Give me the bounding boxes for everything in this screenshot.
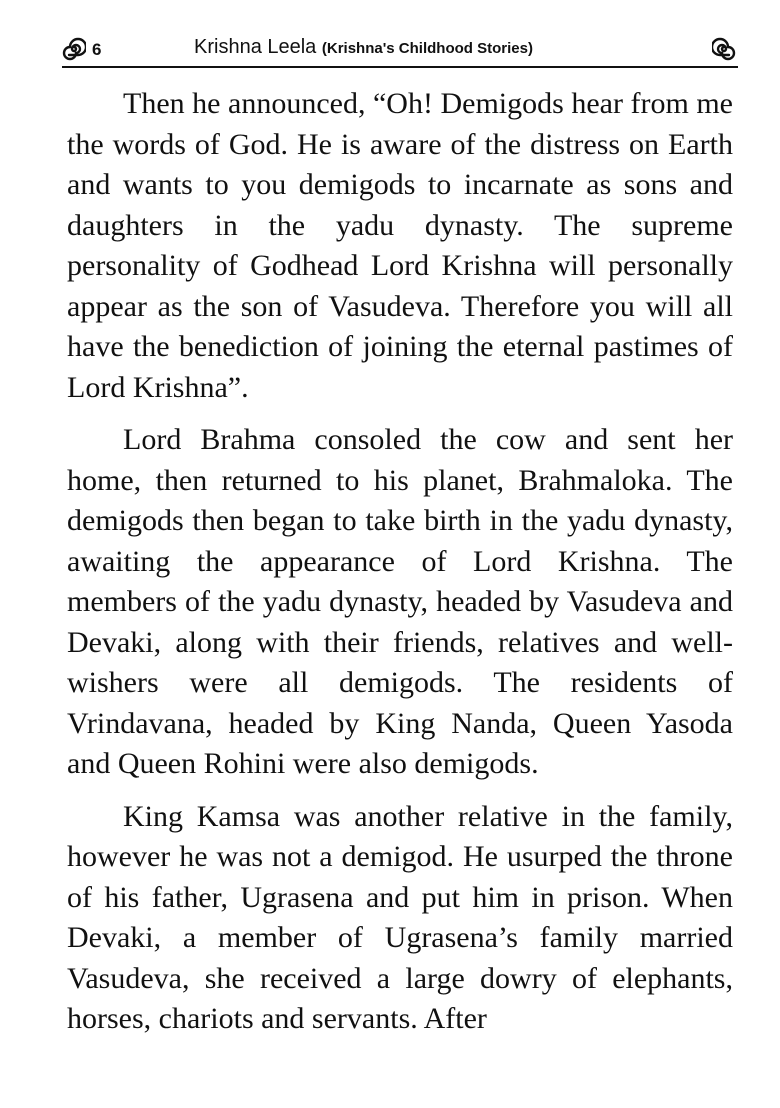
- page-header: [62, 34, 738, 68]
- running-head: [194, 36, 533, 59]
- paragraph: Lord Brahma consoled the cow and sent her home, then returned to his planet, Brahmaloka. The demigods then began to take birth in the yadu dynasty, awaiting the appearance of Lord Krishna. The members of the yadu dynasty, headed by Vasudeva and Devaki, along with their friends, relatives and well-wishers were all demigods. The residents of Vrindavana, headed by King Nanda, Queen Yasoda and Queen Rohini were also demigods.: [67, 423, 733, 780]
- book-subtitle: (Krishna's Childhood Stories): [321, 40, 533, 57]
- swirl-ornament-icon: [712, 37, 736, 61]
- header-rule: [62, 66, 738, 68]
- swirl-ornament-icon: [62, 37, 86, 61]
- book-title: Krishna Leela: [194, 36, 317, 58]
- paragraph: King Kamsa was another relative in the family, however he was not a demigod. He usurped the throne of his father, Ugrasena and put him in prison. When Devaki, a member of Ugrasena’s family married Vasudeva, she received a large dowry of elephants, horses, chariots and servants. After: [67, 799, 733, 1035]
- paragraph: Then he announced, “Oh! Demigods hear from me the words of God. He is aware of the distress on Earth and wants to you demigods to incarnate as sons and daughters in the yadu dynasty. The supreme personality of Godhead Lord Krishna will personally appear as the son of Vasudeva. Therefore you will all have the benediction of joining the eternal pastimes of Lord Krishna”.: [67, 87, 733, 404]
- page-number: 6: [92, 40, 102, 59]
- body-text: [67, 84, 733, 1040]
